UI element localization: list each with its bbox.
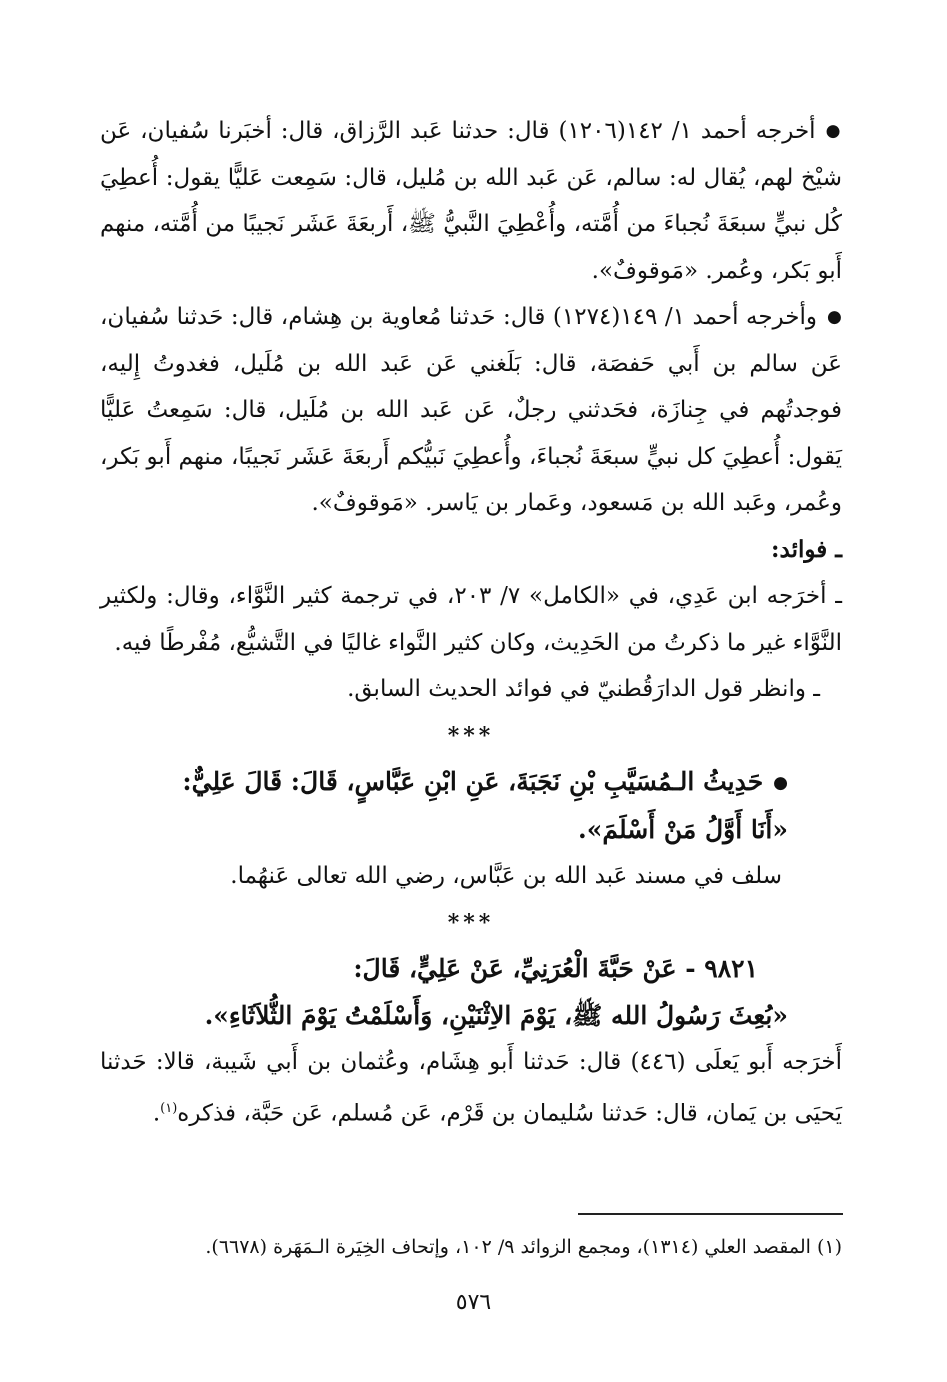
- section-divider-stars: ***: [447, 909, 495, 936]
- bullet-icon: ●: [826, 307, 843, 327]
- paragraph-ahmad-1206: ●أخرجه أحمد ١/ ١٤٢(١٢٠٦) قال: حدثنا عَبد الرَّزاق، قال: أخبَرنا سُفيان، عَن شيْخ لهم، يُقال له: سالم، عَن عَبد الله بن مُليل، قال: سَمِعت عَليًّا يقول: أُعطِيَ كُل نبيٍّ سبعَةَ نُجباءَ من أُمَّته، وأُعْطِيَ النَّبيُّ ﷺ، أَربعَةَ عَشَر نَجيبًا من أُمَّته، منهم أَبو بَكر، وعُمر. «مَوقوفٌ».: [100, 118, 842, 284]
- footnote-divider: [578, 1213, 843, 1215]
- hadith-9821-text: «بُعِثَ رَسُولُ الله ﷺ، يَوْمَ الاِثْنَيْنِ، وَأَسْلَمْتُ يَوْمَ الثُّلاَثَاءِ».: [204, 1000, 788, 1030]
- fawaid-heading: ـ فوائد:: [771, 535, 842, 563]
- hadith-9821-heading: ٩٨٢١ - عَنْ حَبَّةَ الْعُرَنِيِّ، عَنْ عَلِيٍّ، قَالَ:: [353, 954, 758, 983]
- footnote-reference: (١): [160, 1100, 178, 1116]
- page-number: ٥٧٦: [455, 1290, 492, 1315]
- hadith-musayyab-text: «أَنَا أَوَّلُ مَنْ أَسْلَمَ».: [578, 814, 788, 844]
- hadith-musayyab-heading: ●حَدِيثُ الـمُسَيَّبِ بْنِ نَجَبَةَ، عَنِ ابْنِ عَبَّاسٍ، قَالَ: قَالَ عَلِيٌّ:: [182, 767, 788, 796]
- bullet-icon: ●: [773, 773, 788, 793]
- paragraph-daraqutni: ـ وانظر قول الدارَقُطنيّ في فوائد الحديث السابق.: [347, 676, 820, 702]
- paragraph-salaf: سلف في مسند عَبد الله بن عَبَّاس، رضي الله تعالى عَنهُما.: [230, 863, 782, 889]
- bullet-icon: ●: [825, 121, 842, 141]
- page-body: [100, 108, 842, 1137]
- paragraph-ahmad-1274: ●وأخرجه أحمد ١/ ١٤٩(١٢٧٤) قال: حَدثنا مُعاوية بن هِشام، قال: حَدثنا سُفيان، عَن سالم بن أَبي حَفصَة، قال: بَلَغني عَن عَبد الله بن مُلَيل، فغدوتُ إِليه، فوجدتُهم في جِنازَة، فحَدثني رجلٌ، عَن عَبد الله بن مُلَيل، قال: سَمِعتُ عَليًّا يَقول: أُعطِيَ كل نبيٍّ سبعَةَ نُجباءَ، وأُعطِيَ نَبيُّكم أَربعَةَ عَشَر نَجيبًا، منهم أَبو بَكر، وعُمر، وعَبد الله بن مَسعود، وعَمار بن يَاسر. «مَوقوفٌ».: [100, 304, 843, 516]
- paragraph-ibn-adi: ـ أخرَجه ابن عَدِي، في «الكامل» ٧/ ٢٠٣، في ترجمة كثير النَّوَّاء، وقال: ولكثير النَّوَّاء غير ما ذكرتُ من الحَدِيث، وكان كثير النَّواء غاليًا في التَّشيُّع، مُفْرطًا فيه.: [100, 583, 843, 656]
- section-divider-stars: ***: [447, 722, 495, 749]
- paragraph-abu-yala: أَخرَجه أَبو يَعلَى (٤٤٦) قال: حَدثنا أَبو هِشَام، وعُثمان بن أَبي شَيبة، قالا: حَدثنا يَحيَى بن يَمان، قال: حَدثنا سُليمان بن قَرْم، عَن مُسلم، عَن حَبَّة، فذكره$^{(١)}$.: [100, 1049, 842, 1127]
- footnote: (١) المقصد العلي (١٣١٤)، ومجمع الزوائد ٩/ ١٠٢، وإتحاف الخِيَرة الـمَهَرة (٦٦٧٨).: [205, 1236, 842, 1258]
